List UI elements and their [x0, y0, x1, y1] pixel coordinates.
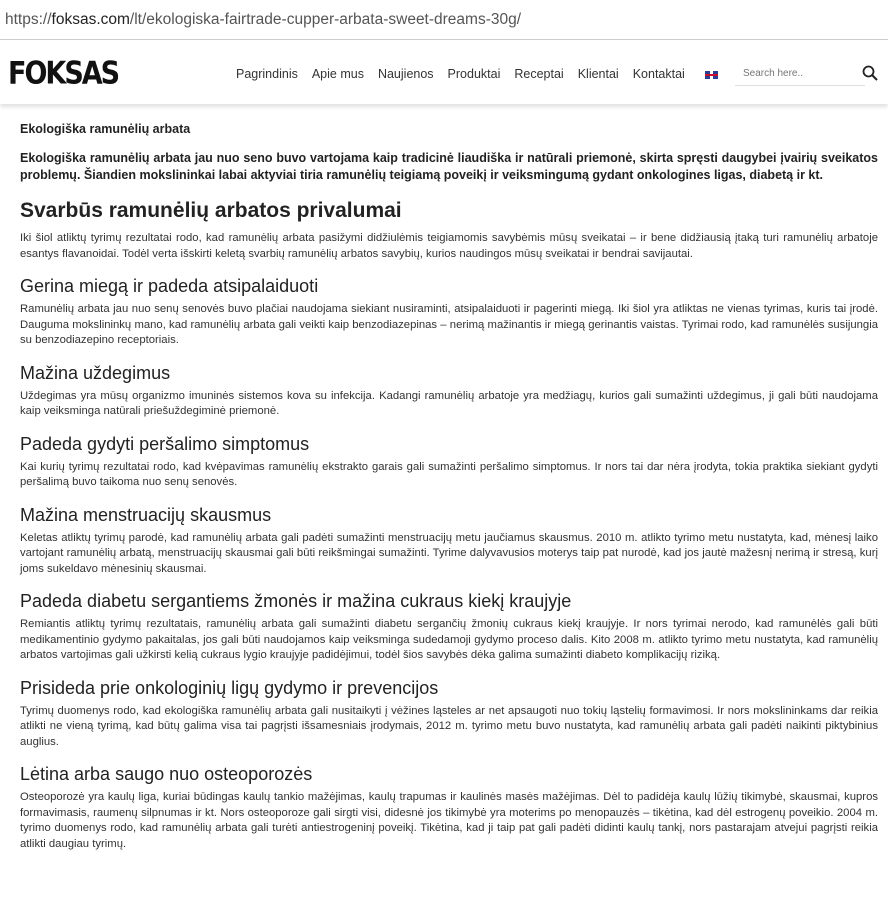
address-bar[interactable]	[0, 0, 888, 40]
site-logo[interactable]: FOKSAS	[8, 55, 119, 92]
section-heading: Padeda diabetu sergantiems žmonės ir mažina cukraus kiekį kraujyje	[20, 591, 572, 611]
url-host: foksas.com	[51, 10, 130, 28]
main-nav	[236, 67, 699, 81]
product-title: Ekologiška ramunėlių arbata	[20, 122, 191, 136]
section-text: Uždegimas yra mūsų organizmo imuninės sistemos kova su infekcija. Kadangi ramunėlių arbatoje yra medžiagų, kurios gali sumažinti uždegimus, ji gali būti naudojama kaip veiksminga natūrali priešuždegiminė priemonė.	[20, 389, 878, 417]
url-path: /lt/ekologiska-fairtrade-cupper-arbata-sweet-dreams-30g/	[129, 10, 522, 28]
nav-item-pagrindinis[interactable]: Pagrindinis	[236, 67, 298, 81]
nav-item-klientai[interactable]: Klientai	[577, 67, 619, 81]
search-input[interactable]	[735, 64, 843, 84]
article	[20, 122, 878, 852]
section-text: Osteoporozė yra kaulų liga, kuriai būdingas kaulų tankio mažėjimas, kaulų trapumas ir kaulinės masės mažėjimas. Dėl to padidėja kaulų lūžių tikimybė, skausmai, kupros formavimasis, raumenų silpnumas ir kt. Nors osteoporoze gali sirgti visi, didesnė jos tikimybė yra moterims po menopauzės – tikėtina, kad dėl estrogenų poveikio. 2004 m. tyrimo duomenys rodo, kad ramunėlių arbata gali turėti antiestrogeninį poveikį. Tikėtina, kad ji taip pat gali padėti didinti kaulų tankį, nors pastarajam atvejui pagrįsti reikia atlikti daugiau tyrimų.	[20, 791, 878, 850]
section-heading: Gerina miegą ir padeda atsipalaiduoti	[20, 276, 319, 296]
url-prefix: https://	[5, 10, 52, 28]
section-text: Kai kurių tyrimų rezultatai rodo, kad kvėpavimas ramunėlių ekstrakto garais gali sumažinti peršalimo simptomus. Ir nors tai dar nėra įrodyta, tokia praktika siekiant gydyti peršalimą buvo taikoma nuo senų senovės.	[20, 460, 878, 488]
english-flag-icon[interactable]	[705, 71, 718, 79]
section-text: Remiantis atliktų tyrimų rezultatais, ramunėlių arbata gali sumažinti diabetu sergančių žmonių cukraus kiekį kraujyje. Ir nors tyrimai nerodo, kad ramunėlės gali būti medikamentinio gydymo pakaitalas, jos gali būti naudojamos kaip veiksminga sudedamoji gydymo proceso dalis. Kito 2008 m. atlikto tyrimo metu nustatyta, kad ramunėlių arbatos vartojimas gali užkirsti kelią cukraus lygio kraujyje padidėjimui, todėl šios savybės dėka galima sumažinti diabeto komplikacijų riziką.	[20, 618, 878, 661]
intro-paragraph: Iki šiol atliktų tyrimų rezultatai rodo, kad ramunėlių arbata pasižymi didžiulėmis teigiamomis savybėmis mūsų sveikatai – ir bene didžiausią įtaką turi ramunėlių arbatoje esantys flavanoidai. Todėl verta išskirti keletą svarbių ramunėlių arbatos savybių, kurios naudingos mūsų sveikatai ir bendrai savijautai.	[20, 232, 878, 260]
nav-item-produktai[interactable]: Produktai	[447, 67, 501, 81]
site-header	[0, 40, 888, 104]
section-heading: Padeda gydyti peršalimo simptomus	[20, 433, 310, 454]
section-heading: Mažina menstruacijų skausmus	[20, 504, 272, 525]
lead-paragraph: Ekologiška ramunėlių arbata jau nuo seno buvo vartojama kaip tradicinė liaudiška ir natūrali priemonė, skirta spręsti daugybei įvairių sveikatos problemų. Šiandien mokslininkai labai aktyviai tiria ramunėlių teigiamą poveikį ir veiksmingumą gydant onkologines ligas, diabetą ir kt.	[20, 151, 878, 182]
nav-item-naujienos[interactable]: Naujienos	[377, 67, 434, 81]
search-icon[interactable]	[861, 64, 879, 82]
main-heading: Svarbūs ramunėlių arbatos privalumai	[20, 199, 402, 222]
section-heading: Lėtina arba saugo nuo osteoporozės	[20, 764, 313, 784]
section-text: Tyrimų duomenys rodo, kad ekologiška ramunėlių arbata gali nusitaikyti į vėžines ląsteles ar net apsaugoti nuo tokių ląstelių formavimosi. Ir nors mokslininkams dar reikia atlikti ne vieną tyrimą, kad būtų galima visa tai pagrįsti išsamesniais įrodymais, 2012 m. tyrimo metu buvo nustatyta, kad ramunėlių arbata gali padėti naikinti piktybinius auglius.	[20, 704, 878, 748]
section-text: Ramunėlių arbata jau nuo senų senovės buvo plačiai naudojama siekiant nusiraminti, atsipalaiduoti ir pagerinti miegą. Iki šiol yra atliktas ne vienas tyrimas, kuris tai įrodė. Dauguma mokslininkų mano, kad ramunėlių arbata gali veikti kaip benzodiazepinas – nerimą mažinantis ir miegą gerinantis vaistas. Tyrimai rodo, kad ramunėlės susijungia su benzodiazepino receptoriais.	[20, 303, 878, 346]
section-text: Keletas atliktų tyrimų parodė, kad ramunėlių arbata gali padėti sumažinti menstruacijų metu jaučiamus skausmus. 2010 m. atlikto tyrimo metu nustatyta, kad, mėnesį laiko vartojant ramunėlių arbatą, menstruacijų skausmai gali būti reikšmingai sumažinti. Tyrime dalyvavusios moterys taip pat nurodė, kad jos jautė mažesnį nerimą ir stresą, kurį joms sukeldavo mėnesinių skausmai.	[20, 531, 878, 575]
nav-item-apie-mus[interactable]: Apie mus	[311, 67, 364, 81]
section-heading: Prisideda prie onkologinių ligų gydymo ir prevencijos	[20, 677, 439, 698]
search-box	[735, 63, 865, 86]
section-heading: Mažina uždegimus	[20, 362, 171, 383]
nav-item-kontaktai[interactable]: Kontaktai	[632, 67, 685, 81]
nav-item-receptai[interactable]: Receptai	[514, 67, 564, 81]
